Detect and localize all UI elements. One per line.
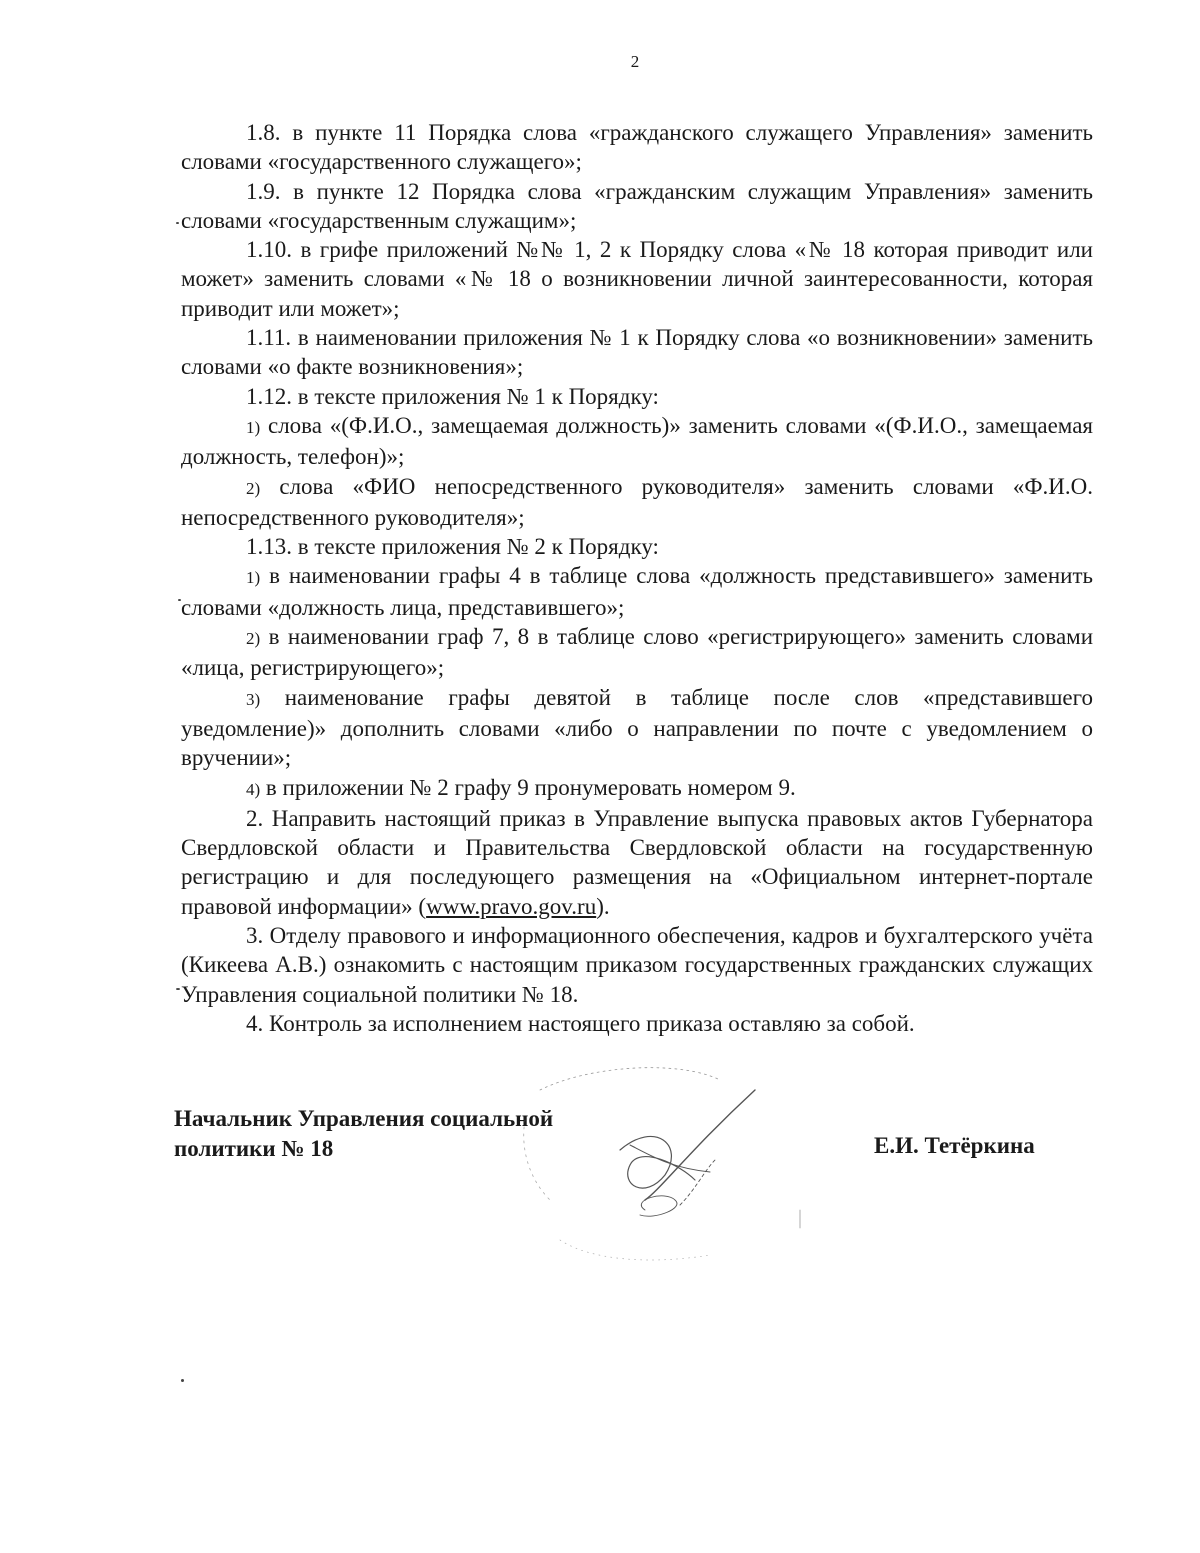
subitem-text: наименование графы девятой в таблице после слов «представившего уведомление)» дополнить словами «либо о направлении по почте с уведомлением о вручении»; xyxy=(181,684,1094,771)
subitem-text: слова «ФИО непосредственного руководителя» заменить словами «Ф.И.О. непосредственного руководителя»; xyxy=(181,473,1094,530)
subitem-1-13-2 xyxy=(181,622,1093,683)
subitem-number: 4) xyxy=(246,779,261,799)
subitem-text: в приложении № 2 графу 9 пронумеровать номером 9. xyxy=(265,774,796,800)
subitem-number: 3) xyxy=(246,689,261,709)
paragraph-1-10: 1.10. в грифе приложений №№ 1, 2 к Порядку слова «№ 18 которая приводит или может» заменить словами «№ 18 о возникновении личной заинтересованности, которая приводит или может»; xyxy=(181,237,1093,321)
document-body xyxy=(181,118,1093,1038)
subitem-number: 1) xyxy=(246,568,261,588)
subitem-text: слова «(Ф.И.О., замещаемая должность)» заменить словами «(Ф.И.О., замещаемая должность, телефон)»; xyxy=(181,412,1093,470)
pravo-link[interactable]: www.pravo.gov.ru xyxy=(426,893,597,919)
paragraph-4: 4. Контроль за исполнением настоящего приказа оставляю за собой. xyxy=(246,1010,915,1036)
subitem-1-13-3 xyxy=(181,683,1093,773)
paragraph-1-12: 1.12. в тексте приложения № 1 к Порядку: xyxy=(246,383,659,409)
subitem-number: 1) xyxy=(246,417,261,437)
signature-title-line-1: Начальник Управления социальной xyxy=(174,1106,554,1131)
scan-speck xyxy=(176,222,179,224)
subitem-text: в наименовании граф 7, 8 в таблице слово «регистрирующего» заменить словами «лица, регистрирующего»; xyxy=(181,624,1094,681)
subitem-1-13-4 xyxy=(181,773,1093,804)
scan-speck xyxy=(178,599,181,601)
paragraph-2-tail: ). xyxy=(596,893,610,919)
subitem-number: 2) xyxy=(246,629,261,649)
subitem-number: 2) xyxy=(246,478,261,498)
subitem-1-12-1 xyxy=(181,411,1093,472)
paragraph-1-9: 1.9. в пункте 12 Порядка слова «гражданским служащим Управления» заменить словами «государственным служащим»; xyxy=(181,178,1093,233)
paragraph-1-8: 1.8. в пункте 11 Порядка слова «гражданского служащего Управления» заменить словами «государственного служащего»; xyxy=(181,120,1093,175)
paragraph-2 xyxy=(181,804,1093,921)
page-number: 2 xyxy=(630,52,640,71)
handwritten-signature xyxy=(480,1050,820,1290)
signature-title-line-2: политики № 18 xyxy=(174,1136,334,1161)
subitem-1-13-1 xyxy=(181,561,1093,622)
paragraph-1-13: 1.13. в тексте приложения № 2 к Порядку: xyxy=(246,534,659,560)
signature-name: Е.И. Тетёркина xyxy=(874,1133,1035,1158)
subitem-text: в наименовании графы 4 в таблице слова «должность представившего» заменить словами «должность лица, представившего»; xyxy=(181,563,1093,620)
paragraph-3: 3. Отделу правового и информационного обеспечения, кадров и бухгалтерского учёта (Кикеева А.В.) ознакомить с настоящим приказом государственных гражданских служащих Управления социальной политики № 18. xyxy=(181,923,1093,1007)
subitem-1-12-2 xyxy=(181,472,1093,533)
scan-speck xyxy=(176,988,180,990)
paragraph-1-11: 1.11. в наименовании приложения № 1 к Порядку слова «о возникновении» заменить словами «о факте возникновения»; xyxy=(181,325,1093,380)
paragraph-2-text: 2. Направить настоящий приказ в Управление выпуска правовых актов Губернатора Свердловской области и Правительства Свердловской области на государственную регистрацию и для последующего размещения на «Официальном интернет-портале правовой информации» ( xyxy=(181,805,1093,919)
scan-speck xyxy=(181,1379,184,1382)
